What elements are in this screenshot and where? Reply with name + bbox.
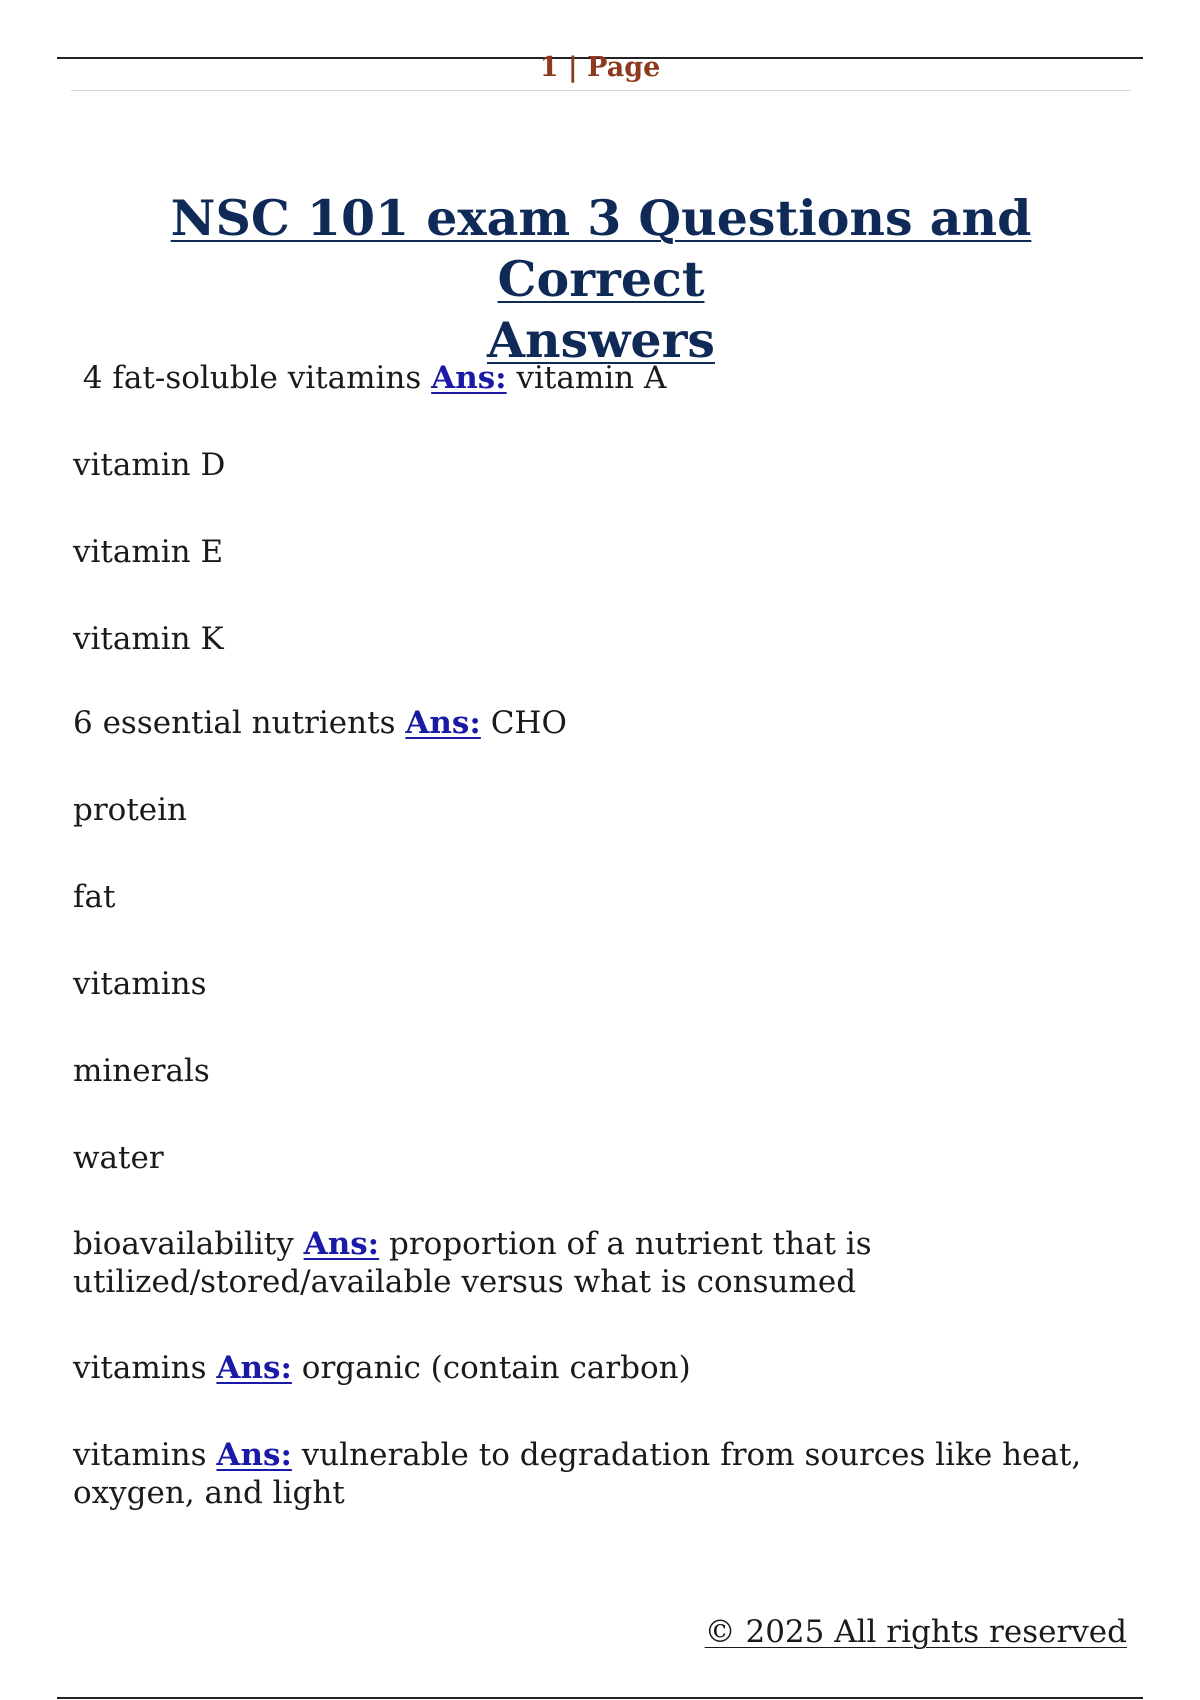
document-title xyxy=(71,188,1131,371)
answer-text-line-1: vulnerable to degradation from sources like heat, xyxy=(301,1437,1082,1473)
list-item-text: fat xyxy=(73,879,116,915)
question-text: 6 essential nutrients xyxy=(73,705,396,741)
question-text: 4 fat-soluble vitamins xyxy=(73,360,422,396)
list-item xyxy=(73,965,1143,1003)
answer-text: CHO xyxy=(490,705,567,741)
list-item-text: vitamin K xyxy=(73,621,224,657)
qa-item-4 xyxy=(73,1349,1143,1387)
list-item-text: vitamin E xyxy=(73,534,224,570)
list-item xyxy=(73,791,1143,829)
qa-item-1 xyxy=(73,359,1143,397)
question-text: vitamins xyxy=(73,1437,207,1473)
list-item-text: protein xyxy=(73,792,188,828)
answer-text-line-2: oxygen, and light xyxy=(73,1475,345,1511)
question-text: bioavailability xyxy=(73,1226,294,1262)
list-item xyxy=(73,878,1143,916)
ans-link[interactable]: Ans: xyxy=(216,1437,292,1473)
footer-rule xyxy=(57,1697,1143,1699)
page-number: 1 | Page xyxy=(539,52,661,83)
ans-link[interactable]: Ans: xyxy=(216,1350,292,1386)
list-item-text: water xyxy=(73,1140,164,1176)
list-item-text: minerals xyxy=(73,1053,210,1089)
qa-item-3 xyxy=(73,1225,1143,1301)
ans-link[interactable]: Ans: xyxy=(303,1226,380,1262)
list-item-text: vitamin D xyxy=(73,447,226,483)
list-item xyxy=(73,533,1143,571)
list-item xyxy=(73,1139,1143,1177)
list-item xyxy=(73,620,1143,658)
qa-item-2 xyxy=(73,704,1143,742)
list-item xyxy=(73,446,1143,484)
answer-text-line-2: utilized/stored/available versus what is consumed xyxy=(73,1264,857,1300)
question-text: vitamins xyxy=(73,1350,207,1386)
list-item-text: vitamins xyxy=(73,966,207,1002)
list-item xyxy=(73,1052,1143,1090)
copyright-notice: © 2025 All rights reserved xyxy=(704,1614,1127,1650)
ans-link[interactable]: Ans: xyxy=(431,360,507,396)
answer-text: organic (contain carbon) xyxy=(301,1350,691,1386)
answer-text-line-1: proportion of a nutrient that is xyxy=(389,1226,872,1262)
ans-link[interactable]: Ans: xyxy=(405,705,481,741)
header-rule-thin xyxy=(71,90,1131,91)
answer-text: vitamin A xyxy=(516,360,667,396)
title-line-1: NSC 101 exam 3 Questions and Correct xyxy=(170,189,1032,308)
title-line-2: Answers xyxy=(487,311,715,369)
qa-item-5 xyxy=(73,1436,1143,1512)
